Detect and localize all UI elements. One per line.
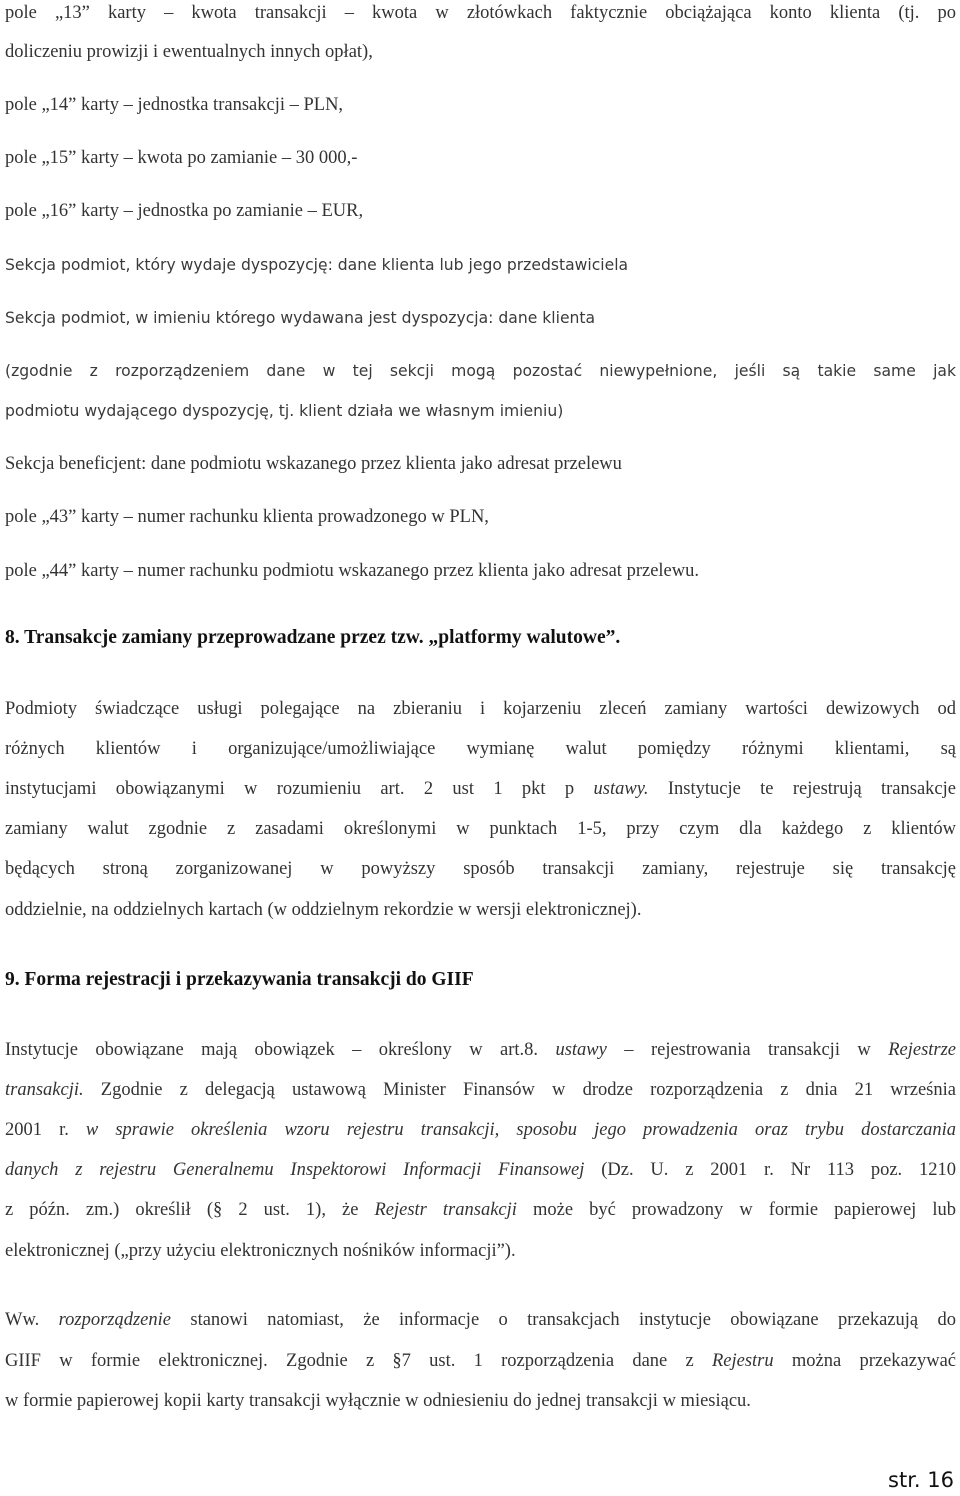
para9b-line1-a: Ww. — [5, 1310, 59, 1330]
para9a-line1-a: Instytucje obowiązane mają obowiązek – określony w art.8. — [5, 1040, 556, 1060]
para9b-line1 — [5, 1307, 956, 1333]
para9a-line5-a: z późn. zm.) określił (§ 2 ust. 1), że — [5, 1200, 375, 1220]
para9a-line5-rejestr: Rejestr transakcji — [374, 1200, 517, 1220]
para9a-line2-b: Zgodnie z delegacją ustawową Minister Finansów w drodze rozporządzenia z dnia 21 września — [83, 1080, 956, 1100]
field-44-line: pole „44” karty – numer rachunku podmiotu wskazanego przez klienta jako adresat przelewu. — [5, 561, 699, 581]
para9a-line1 — [5, 1037, 956, 1063]
para9a-line1-ustawy: ustawy — [555, 1040, 607, 1060]
para9a-line4-b: (Dz. U. z 2001 r. Nr 113 poz. 1210 — [584, 1160, 956, 1180]
intro-line-16: pole „16” karty – jednostka po zamianie – EUR, — [5, 201, 364, 221]
para9b-line2-c: można przekazywać — [773, 1351, 956, 1371]
para9a-line2-transakcji: transakcji. — [5, 1080, 84, 1100]
para9b-line1-rozporzadzenie: rozporządzenie — [58, 1310, 171, 1330]
section-note-line2: podmiotu wydającego dyspozycję, tj. klient działa we własnym imieniu) — [5, 402, 564, 420]
para9a-line4 — [5, 1157, 956, 1183]
para9b-line2 — [5, 1348, 956, 1374]
para9a-line5-c: może być prowadzony w formie papierowej lub — [516, 1200, 956, 1220]
para9b-line1-c: stanowi natomiast, że informacje o transakcjach instytucje obowiązane przekazują do — [171, 1310, 956, 1330]
heading-section-9: 9. Forma rejestracji i przekazywania transakcji do GIIF — [5, 969, 474, 990]
intro-line-13: pole „13” karty – kwota transakcji – kwota w złotówkach faktycznie obciążająca konto klienta (tj. po — [5, 3, 956, 23]
para9a-line3 — [5, 1117, 956, 1143]
para8-line5: będących stroną zorganizowanej w powyższy sposób transakcji zamiany, rejestruje się transakcję — [5, 859, 956, 879]
para9a-line5 — [5, 1197, 956, 1223]
para9b-line3: w formie papierowej kopii karty transakcji wyłącznie w odniesieniu do jednej transakcji w miesiącu. — [5, 1391, 751, 1411]
para8-line3-a: instytucjami obowiązanymi w rozumieniu art. 2 ust 1 pkt p — [5, 779, 594, 799]
page-number: str. 16 — [888, 1468, 954, 1492]
intro-line-14: pole „14” karty – jednostka transakcji – PLN, — [5, 95, 344, 115]
para8-line3-ustawy: ustawy. — [593, 779, 649, 799]
para8-line4: zamiany walut zgodnie z zasadami określonymi w punktach 1-5, przy czym dla każdego z klientów — [5, 819, 956, 839]
intro-line-13-continued: doliczeniu prowizji i ewentualnych innych opłat), — [5, 42, 373, 62]
para8-line2: różnych klientów i organizujące/umożliwiające wymianę walut pomiędzy różnymi klientami, są — [5, 739, 956, 759]
para8-line3-c: Instytucje te rejestrują transakcje — [648, 779, 956, 799]
para9a-line1-c: – rejestrowania transakcji w — [606, 1040, 889, 1060]
para9a-line4-title: danych z rejestru Generalnemu Inspektorowi Informacji Finansowej — [5, 1160, 585, 1180]
para9b-line2-a: GIIF w formie elektronicznej. Zgodnie z §7 ust. 1 rozporządzenia dane z — [5, 1351, 712, 1371]
para8-line6: oddzielnie, na oddzielnych kartach (w oddzielnym rekordzie w wersji elektronicznej). — [5, 900, 642, 920]
section-beneficiary: Sekcja beneficjent: dane podmiotu wskazanego przez klienta jako adresat przelewu — [5, 454, 622, 474]
para9a-line1-rejestrze: Rejestrze — [888, 1040, 957, 1060]
section-note-line1: (zgodnie z rozporządzeniem dane w tej sekcji mogą pozostać niewypełnione, jeśli są takie same jak — [5, 362, 956, 380]
intro-line-15: pole „15” karty – kwota po zamianie – 30 000,- — [5, 148, 358, 168]
para8-line1: Podmioty świadczące usługi polegające na zbieraniu i kojarzeniu zleceń zamiany wartości dewizowych od — [5, 699, 956, 719]
para8-line3 — [5, 776, 956, 802]
section-issuer: Sekcja podmiot, który wydaje dyspozycję: dane klienta lub jego przedstawiciela — [5, 256, 629, 274]
para9b-line2-rejestru: Rejestru — [711, 1351, 774, 1371]
section-on-behalf: Sekcja podmiot, w imieniu którego wydawana jest dyspozycja: dane klienta — [5, 309, 596, 327]
para9a-line6: elektronicznej („przy użyciu elektronicznych nośników informacji”). — [5, 1241, 516, 1261]
para9a-line3-a: 2001 r. — [5, 1120, 86, 1140]
para9a-line3-title: w sprawie określenia wzoru rejestru transakcji, sposobu jego prowadzenia oraz trybu dostarczania — [85, 1120, 957, 1140]
field-43-line: pole „43” karty – numer rachunku klienta prowadzonego w PLN, — [5, 507, 489, 527]
heading-section-8: 8. Transakcje zamiany przeprowadzane przez tzw. „platformy walutowe”. — [5, 627, 621, 648]
para9a-line2 — [5, 1077, 956, 1103]
